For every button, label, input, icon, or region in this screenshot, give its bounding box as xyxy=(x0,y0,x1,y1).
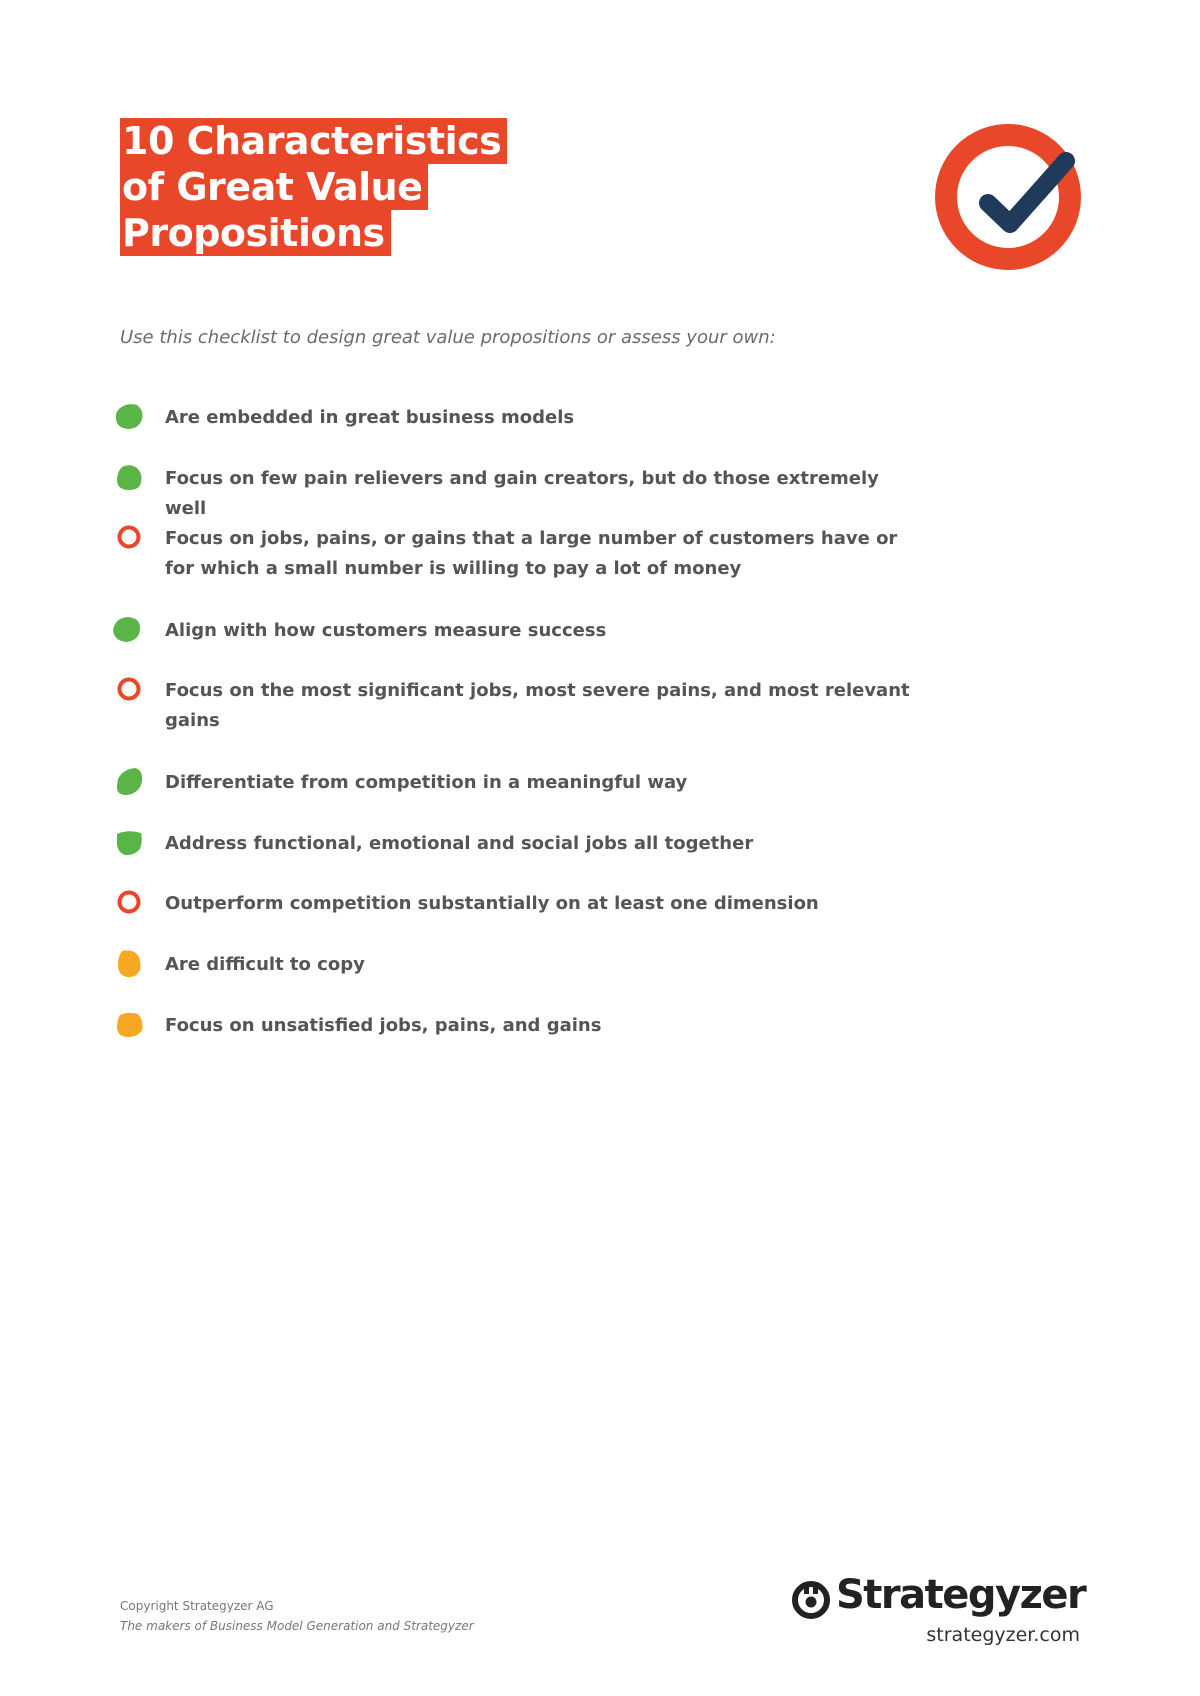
green-dot-icon xyxy=(113,400,145,432)
empty-circle-icon xyxy=(113,673,145,705)
green-dot-icon xyxy=(113,765,145,797)
green-dot-icon xyxy=(113,461,145,493)
green-dot-icon xyxy=(113,826,145,858)
tagline-text: The makers of Business Model Generation and Strategyzer xyxy=(120,1619,474,1633)
checklist-item-text: Differentiate from competition in a meaningful way xyxy=(165,772,688,793)
strategyzer-mark-icon xyxy=(790,1578,832,1620)
checklist-item-text: Focus on few pain relievers and gain creators, but do those extremely well xyxy=(165,468,879,519)
brand-url: strategyzer.com xyxy=(926,1624,1080,1646)
title-line-2: of Great Value xyxy=(120,164,428,210)
checkmark-badge-icon xyxy=(930,115,1090,275)
checklist-item-text: Are difficult to copy xyxy=(165,954,365,975)
checklist-item-text: Align with how customers measure success xyxy=(165,620,607,641)
orange-dot-icon xyxy=(113,1008,145,1040)
footer xyxy=(120,1596,474,1636)
empty-circle-icon xyxy=(113,521,145,553)
title-line-3: Propositions xyxy=(120,210,391,256)
green-dot-icon xyxy=(107,613,145,645)
checklist-item-text: Address functional, emotional and social jobs all together xyxy=(165,833,754,854)
strategyzer-logo xyxy=(790,1572,1090,1652)
checklist-item-text: Focus on the most significant jobs, most severe pains, and most relevant gains xyxy=(165,680,910,731)
empty-circle-icon xyxy=(113,886,145,918)
orange-dot-icon xyxy=(113,947,145,979)
copyright-text: Copyright Strategyzer AG xyxy=(120,1599,274,1613)
subtitle: Use this checklist to design great value propositions or assess your own: xyxy=(120,327,776,348)
page-title xyxy=(120,118,507,256)
checklist-item-text: Are embedded in great business models xyxy=(165,407,575,428)
checklist-item-text: Focus on unsatisfied jobs, pains, and gains xyxy=(165,1015,602,1036)
checklist-item-text: Focus on jobs, pains, or gains that a large number of customers have or for which a small number is willing to pay a lot of money xyxy=(165,528,898,579)
brand-name: Strategyzer xyxy=(836,1572,1086,1618)
checklist-item-text: Outperform competition substantially on at least one dimension xyxy=(165,893,819,914)
title-line-1: 10 Characteristics xyxy=(120,118,507,164)
